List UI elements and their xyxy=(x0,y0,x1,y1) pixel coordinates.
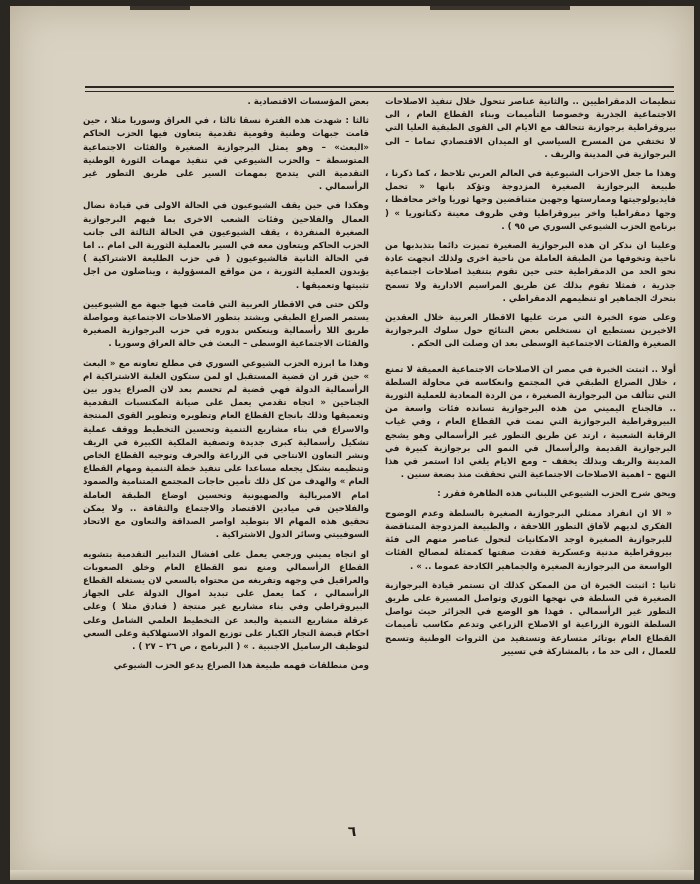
top-edge-mark xyxy=(430,6,570,10)
paragraph: وهذا ما جعل الاحزاب الشيوعية في العالم العربي تلاحظ ، كما ذكرنا ، طبيعة البرجوازية الصغيرة المزدوجة وتؤكد بانها « تحمل فايديولوجيتها وممارستها وجهين متناقضين وجها ثوريا واخر محافظا ، وجها دمقراطيا واخر بيروقراطيا وفي ظروف معينة دكتاتوريا » ( برنامج الحزب الشيوعي السوري ص ٩٥ ) . xyxy=(385,169,676,232)
page-number: ٦ xyxy=(347,824,357,840)
paragraph: تنظيمات الدمقراطيين .. والثانية عناصر تتحول خلال تنفيذ الاصلاحات الاجتماعية الجذرية وخصوصا التأميمات وبناء القطاع العام ، الى بيروقراطية برجوازية تتحالف مع الايام الى القوى الطبقية العليا التي لا تختفي من المسرح السياسي او الميدان الاقتصادي تماما – الى البرجوازية في المدينة والريف . xyxy=(385,97,676,160)
paragraph: وعلى ضوء الخبرة التي مرت عليها الاقطار العربية خلال العقدين الاخيرين نستطيع ان نستخلص بعض النتائج حول سلوك البرجوازية الصغيرة والفئات الاجتماعية الوسطى بعد ان وصلت الى الحكم . xyxy=(385,313,676,350)
header-rule-thin xyxy=(85,91,674,92)
quote-paragraph: « الا ان انفراد ممثلي البرجوازية الصغيرة بالسلطة وعدم الوضوح الفكري لديهم لآفاق التطور اللاحقة ، والطبيعة المزدوجة المتناقضة للبرجوازية الصغيرة اوجد الامكانيات لتحول عناصر منهم الى فئة بيروقراطية مدنية وعسكرية فقدت صفتها كممثلة لمصالح الفئات الواسعة من البرجوازية الصغيرة والجماهير الكادحة عموما .. » . xyxy=(385,508,672,572)
paragraph: وهذا ما ابرزه الحزب الشيوعي السوري في مطلع تعاونه مع « البعث » حين قرر ان قضية المستقبل او لمن ستكون الغلبة الاشتراكية ام الرأسمالية الدولة فهي قضية لم تحسم بعد لان الصراع يدور بين الجناحين « اتجاه تقدمي يعمل على صيانة المكتسبات التقدمية وتعميقها وذلك بانجاح القطاع العام وتطويره وتطوير القوى المنتجة والاسراع في بناء مشاريع التنمية وتحسين التخطيط ووقف عملية تشكيل رأسمالية كبرى جديدة وتصفية الملكية الكبيرة في الريف ونشر التعاون الانتاجي في الزراعة والحرف وتوجيه القطاع الخاص وتنظيمه بشكل يجعله مساعدا على تنفيذ خطة التنمية ومهام القطاع العام » والهدف من كل ذلك تأمين حاجات المجتمع المتنامية والصمود امام الامبريالية والصهيونية وتحسين اوضاع الطبقة العاملة والفلاحين في ميادين الاقتصاد والاجتماع والثقافة .. ولا يمكن تحقيق هذه المهام الا بتوطيد اواصر الصداقة والتعاون مع الاتحاد السوفييتي وسائر الدول الاشتراكية . xyxy=(83,358,369,541)
paragraph: او اتجاه يميني ورجعي يعمل على افشال التدابير التقدمية بتشويه القطاع الرأسمالي ومنع نمو القطاع العام وخلق الصعوبات والعراقيل في وجهه وتفريغه من محتواه بالسعي لان يستغله القطاع الرأسمالي ، كما يعمل على تبديد اموال الدولة على الجهاز البيروقراطي وفي بناء مشاريع غير منتجة ( فنادق مثلا ) وعلى عرقلة مشاريع التنمية والبعد عن التخطيط العلمي الشامل وعلى احكام قبضة التجار الكبار على توزيع المواد الاستهلاكية وعلى السعي لتوظيف الرساميل الاجنبية . » ( البرنامج ، ص ٢٦ – ٢٧ ) . xyxy=(83,549,369,652)
paragraph: وعلينا ان نذكر ان هذه البرجوازية الصغيرة تميزت دائما بتذبذبها من ناحية وتخوفها من الطبقة العاملة من ناحية اخرى ولذلك انجهت عادة نحو الحد من الدمقراطية حتى حين تقوم بتنفيذ اصلاحات اجتماعية جذرية ، فمثلا تقوم بذلك عن طريق المراسيم الادارية ولا تسمح بتحرك الجماهير او تنظيمهم الدمقراطي . xyxy=(385,241,676,304)
page-bottom-edge xyxy=(10,870,694,880)
paragraph: ثانيا : اثبتت الخبرة ان من الممكن كذلك ان تستمر قيادة البرجوازية الصغيرة في السلطة في نهجها الثوري وتواصل المسيرة على طريق التطور غير الرأسمالي . فهذا هو الوضع في الجزائر حيث تواصل السلطة الثورة الزراعية او الاصلاح الزراعي وتدعم مكاسب تأميمات القطاع العام بوتائر متسارعة وتستفيد من الثروات الوطنية وتسمح للعمال ، الى حد ما ، بالمشاركة في تسيير xyxy=(385,580,676,657)
paragraph: ولكن حتى في الاقطار العربية التي قامت فيها جبهة مع الشيوعيين يستمر الصراع الطبقي ويشتد بتطور الاصلاحات الاجتماعية ومواصلة طريق اللا رأسمالية وينعكس بدوره في حزب البرجوازية الصغيرة والفئات الاجتماعية الوسطى – البعث في حالة العراق وسوريا . xyxy=(83,299,369,350)
paragraph: أولا .. اثبتت الخبرة في مصر ان الاصلاحات الاجتماعية العميقة لا تمنع ، خلال الصراع الطبقي في المجتمع وانعكاسه في محاولة السلطة التي تتألف من البرجوازية الصغيرة ، من الردة المعادية للعملية الثورية .. فالجناح اليميني من هذه البرجوازية تسانده فئات واسعة من البيروقراطية البرجوازية التي نمت في القطاع العام ، وفي غياب الرقابة الشعبية ، ارتد عن طريق التطور غير الرأسمالي وهو يشجع البرجوازية القديمة والرأسمال في النمو الى برجوازية كبيرة في المدينة والريف وبذلك يخفف – ومع الايام يلغي اذا استمر في هذا النهج – اهمية الاصلاحات الاجتماعية التي تحققت منذ بضعة سنين . xyxy=(385,364,676,481)
paragraph: بعض المؤسسات الاقتصادية . xyxy=(247,97,369,107)
header-rule xyxy=(85,86,674,88)
paragraph: ثالثا : شهدت هذه الفترة نسقا ثالثا ، في العراق وسوريا مثلا ، حين قامت جبهات وطنية وقومية تقدمية يتعاون فيها الحزب الحاكم «البعث» – وهو يمثل البرجوازية الصغيرة والفئات الاجتماعية المتوسطة – والحزب الشيوعي في تنفيذ مهمات الثورة الوطنية التقدمية التي يتدمج بمهمات السير على طريق التطور غير الرأسمالي . xyxy=(83,116,369,193)
paragraph: وهكذا في حين يقف الشيوعيون في الحالة الاولى في قيادة نضال العمال والفلاحين وفئات الشعب الاخرى بما فيهم البرجوازية الصغيرة المنفردة ، يقف الشيوعيون في الحالة الثالثة الى جانب الحزب الحاكم ويتعاون معه في السير بالعملية الثورية الى امام .. اما في الحالة الثانية فالشيوعيون ( في حزب الطليعة الاشتراكية ) يؤيدون العملية الثورية ، من مواقع المسؤولية ، ويناضلون من اجل تثبيتها وتعميقها . xyxy=(83,201,369,291)
left-column xyxy=(83,96,369,679)
document-page xyxy=(10,6,694,880)
right-column xyxy=(385,96,676,665)
paragraph: ومن منطلقات فهمه طبيعة هذا الصراع يدعو الحزب الشيوعي xyxy=(113,661,369,672)
paragraph: ويحق شرح الحزب الشيوعي اللبناني هذه الظاهرة فقرر : xyxy=(437,489,676,500)
top-edge-mark xyxy=(130,6,190,10)
